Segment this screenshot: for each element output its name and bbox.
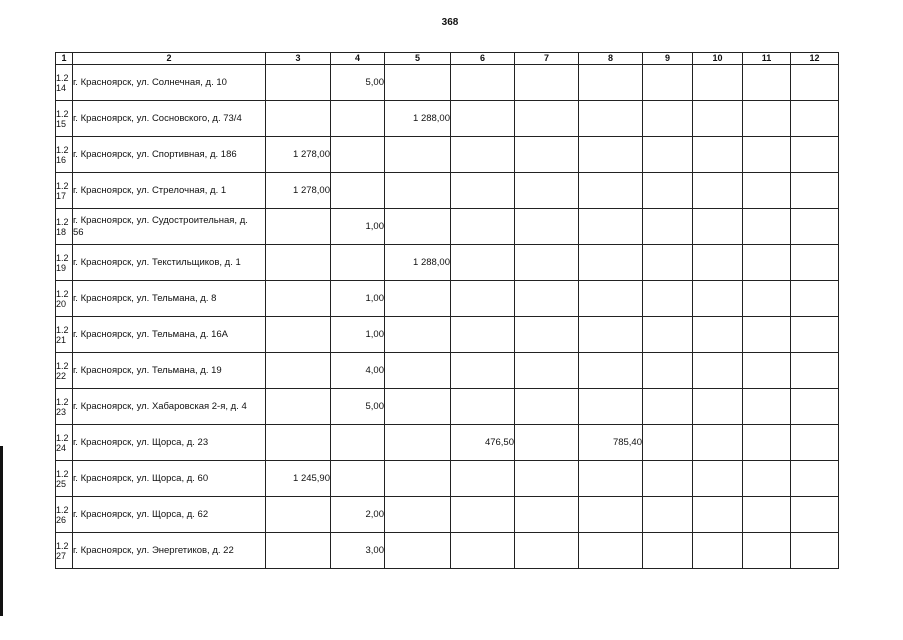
value-cell <box>266 425 331 461</box>
value-cell <box>743 353 791 389</box>
address-cell: г. Красноярск, ул. Щорса, д. 62 <box>73 497 266 533</box>
value-cell <box>791 101 839 137</box>
row-number: 1.2 18 <box>56 209 73 245</box>
value-cell: 1,00 <box>331 281 385 317</box>
table-row <box>56 353 839 389</box>
value-cell <box>331 101 385 137</box>
row-number: 1.2 23 <box>56 389 73 425</box>
value-cell <box>451 173 515 209</box>
row-number: 1.2 14 <box>56 65 73 101</box>
address-cell: г. Красноярск, ул. Тельмана, д. 16А <box>73 317 266 353</box>
value-cell <box>643 137 693 173</box>
table-row <box>56 209 839 245</box>
address-cell: г. Красноярск, ул. Солнечная, д. 10 <box>73 65 266 101</box>
value-cell <box>693 425 743 461</box>
value-cell <box>266 317 331 353</box>
address-cell: г. Красноярск, ул. Щорса, д. 23 <box>73 425 266 461</box>
value-cell <box>743 461 791 497</box>
value-cell <box>693 65 743 101</box>
value-cell <box>643 173 693 209</box>
row-number: 1.2 15 <box>56 101 73 137</box>
address-cell: г. Красноярск, ул. Тельмана, д. 8 <box>73 281 266 317</box>
scan-edge-mark <box>0 446 3 616</box>
value-cell <box>515 389 579 425</box>
address-cell: г. Красноярск, ул. Хабаровская 2-я, д. 4 <box>73 389 266 425</box>
value-cell <box>693 497 743 533</box>
value-cell <box>643 245 693 281</box>
value-cell <box>579 173 643 209</box>
address-cell: г. Красноярск, ул. Щорса, д. 60 <box>73 461 266 497</box>
row-number: 1.2 17 <box>56 173 73 209</box>
value-cell <box>579 281 643 317</box>
address-cell: г. Красноярск, ул. Энергетиков, д. 22 <box>73 533 266 569</box>
address-cell: г. Красноярск, ул. Сосновского, д. 73/4 <box>73 101 266 137</box>
value-cell: 1 278,00 <box>266 173 331 209</box>
value-cell <box>693 281 743 317</box>
value-cell <box>693 353 743 389</box>
value-cell <box>266 533 331 569</box>
value-cell <box>579 137 643 173</box>
row-number: 1.2 20 <box>56 281 73 317</box>
table-row <box>56 173 839 209</box>
value-cell <box>515 353 579 389</box>
table-body <box>56 65 839 569</box>
address-cell: г. Красноярск, ул. Судостроительная, д. 56 <box>73 209 266 245</box>
value-cell: 1 288,00 <box>385 101 451 137</box>
value-cell <box>515 101 579 137</box>
value-cell: 3,00 <box>331 533 385 569</box>
value-cell <box>451 281 515 317</box>
value-cell <box>643 389 693 425</box>
value-cell <box>579 245 643 281</box>
header-row <box>56 53 839 65</box>
table-row <box>56 425 839 461</box>
value-cell <box>743 137 791 173</box>
table-row <box>56 101 839 137</box>
value-cell <box>791 173 839 209</box>
value-cell <box>266 65 331 101</box>
value-cell <box>579 497 643 533</box>
column-header: 8 <box>579 53 643 65</box>
value-cell <box>515 533 579 569</box>
value-cell <box>743 389 791 425</box>
value-cell <box>643 101 693 137</box>
column-header: 10 <box>693 53 743 65</box>
value-cell <box>693 317 743 353</box>
row-number: 1.2 19 <box>56 245 73 281</box>
value-cell: 1,00 <box>331 209 385 245</box>
value-cell <box>643 461 693 497</box>
value-cell <box>693 173 743 209</box>
value-cell <box>791 281 839 317</box>
value-cell <box>451 209 515 245</box>
value-cell <box>451 353 515 389</box>
value-cell <box>743 101 791 137</box>
value-cell <box>743 245 791 281</box>
row-number: 1.2 25 <box>56 461 73 497</box>
row-number: 1.2 21 <box>56 317 73 353</box>
value-cell <box>266 281 331 317</box>
value-cell <box>579 101 643 137</box>
value-cell <box>515 137 579 173</box>
value-cell: 2,00 <box>331 497 385 533</box>
table-row <box>56 317 839 353</box>
column-header: 12 <box>791 53 839 65</box>
value-cell <box>515 173 579 209</box>
data-table <box>55 52 839 569</box>
table-row <box>56 497 839 533</box>
value-cell <box>385 389 451 425</box>
value-cell <box>643 533 693 569</box>
table-row <box>56 245 839 281</box>
value-cell <box>791 461 839 497</box>
value-cell <box>451 317 515 353</box>
value-cell <box>385 65 451 101</box>
value-cell <box>385 137 451 173</box>
value-cell <box>743 425 791 461</box>
value-cell <box>791 533 839 569</box>
value-cell: 1 278,00 <box>266 137 331 173</box>
value-cell <box>579 389 643 425</box>
row-number: 1.2 27 <box>56 533 73 569</box>
value-cell <box>385 353 451 389</box>
value-cell <box>579 317 643 353</box>
column-header: 6 <box>451 53 515 65</box>
page-number: 368 <box>441 17 459 28</box>
value-cell <box>643 425 693 461</box>
value-cell: 4,00 <box>331 353 385 389</box>
value-cell <box>579 353 643 389</box>
value-cell <box>451 65 515 101</box>
value-cell <box>743 317 791 353</box>
column-header: 9 <box>643 53 693 65</box>
value-cell <box>791 209 839 245</box>
value-cell <box>643 353 693 389</box>
address-cell: г. Красноярск, ул. Спортивная, д. 186 <box>73 137 266 173</box>
value-cell <box>331 137 385 173</box>
value-cell <box>743 173 791 209</box>
table-row <box>56 389 839 425</box>
value-cell <box>643 65 693 101</box>
value-cell <box>385 533 451 569</box>
column-header: 2 <box>73 53 266 65</box>
column-header: 5 <box>385 53 451 65</box>
table-row <box>56 461 839 497</box>
value-cell <box>331 173 385 209</box>
value-cell <box>451 101 515 137</box>
value-cell <box>791 245 839 281</box>
value-cell <box>643 209 693 245</box>
row-number: 1.2 22 <box>56 353 73 389</box>
row-number: 1.2 24 <box>56 425 73 461</box>
value-cell <box>643 281 693 317</box>
value-cell: 785,40 <box>579 425 643 461</box>
value-cell <box>266 497 331 533</box>
table-row <box>56 533 839 569</box>
value-cell <box>791 497 839 533</box>
value-cell <box>385 497 451 533</box>
value-cell <box>451 497 515 533</box>
value-cell <box>331 461 385 497</box>
value-cell <box>451 245 515 281</box>
value-cell <box>743 281 791 317</box>
value-cell <box>693 209 743 245</box>
value-cell <box>693 461 743 497</box>
value-cell <box>515 209 579 245</box>
value-cell <box>743 533 791 569</box>
value-cell: 5,00 <box>331 389 385 425</box>
value-cell <box>331 245 385 281</box>
value-cell <box>693 533 743 569</box>
value-cell <box>579 65 643 101</box>
column-header: 1 <box>56 53 73 65</box>
table-row <box>56 65 839 101</box>
value-cell <box>266 101 331 137</box>
column-header: 4 <box>331 53 385 65</box>
value-cell <box>693 101 743 137</box>
address-cell: г. Красноярск, ул. Стрелочная, д. 1 <box>73 173 266 209</box>
value-cell <box>791 137 839 173</box>
value-cell <box>515 281 579 317</box>
value-cell: 1 288,00 <box>385 245 451 281</box>
column-header: 7 <box>515 53 579 65</box>
row-number: 1.2 16 <box>56 137 73 173</box>
value-cell <box>385 425 451 461</box>
value-cell <box>451 461 515 497</box>
address-cell: г. Красноярск, ул. Тельмана, д. 19 <box>73 353 266 389</box>
column-header: 3 <box>266 53 331 65</box>
value-cell <box>693 389 743 425</box>
value-cell <box>266 389 331 425</box>
value-cell <box>385 173 451 209</box>
value-cell <box>515 245 579 281</box>
value-cell <box>266 209 331 245</box>
value-cell <box>643 317 693 353</box>
value-cell <box>385 317 451 353</box>
value-cell <box>515 497 579 533</box>
value-cell <box>693 137 743 173</box>
column-header: 11 <box>743 53 791 65</box>
value-cell <box>331 425 385 461</box>
value-cell: 1 245,90 <box>266 461 331 497</box>
value-cell <box>743 497 791 533</box>
address-cell: г. Красноярск, ул. Текстильщиков, д. 1 <box>73 245 266 281</box>
value-cell <box>791 65 839 101</box>
value-cell <box>266 245 331 281</box>
value-cell <box>515 461 579 497</box>
value-cell <box>579 461 643 497</box>
value-cell <box>693 245 743 281</box>
value-cell <box>579 533 643 569</box>
value-cell <box>791 353 839 389</box>
value-cell <box>791 317 839 353</box>
value-cell <box>451 137 515 173</box>
value-cell <box>451 389 515 425</box>
value-cell <box>743 65 791 101</box>
value-cell <box>451 533 515 569</box>
value-cell <box>743 209 791 245</box>
value-cell <box>515 425 579 461</box>
table-row <box>56 281 839 317</box>
value-cell <box>385 281 451 317</box>
table-row <box>56 137 839 173</box>
value-cell: 1,00 <box>331 317 385 353</box>
value-cell: 5,00 <box>331 65 385 101</box>
value-cell: 476,50 <box>451 425 515 461</box>
value-cell <box>385 461 451 497</box>
value-cell <box>791 389 839 425</box>
value-cell <box>266 353 331 389</box>
value-cell <box>643 497 693 533</box>
row-number: 1.2 26 <box>56 497 73 533</box>
value-cell <box>515 65 579 101</box>
value-cell <box>515 317 579 353</box>
value-cell <box>579 209 643 245</box>
value-cell <box>791 425 839 461</box>
value-cell <box>385 209 451 245</box>
